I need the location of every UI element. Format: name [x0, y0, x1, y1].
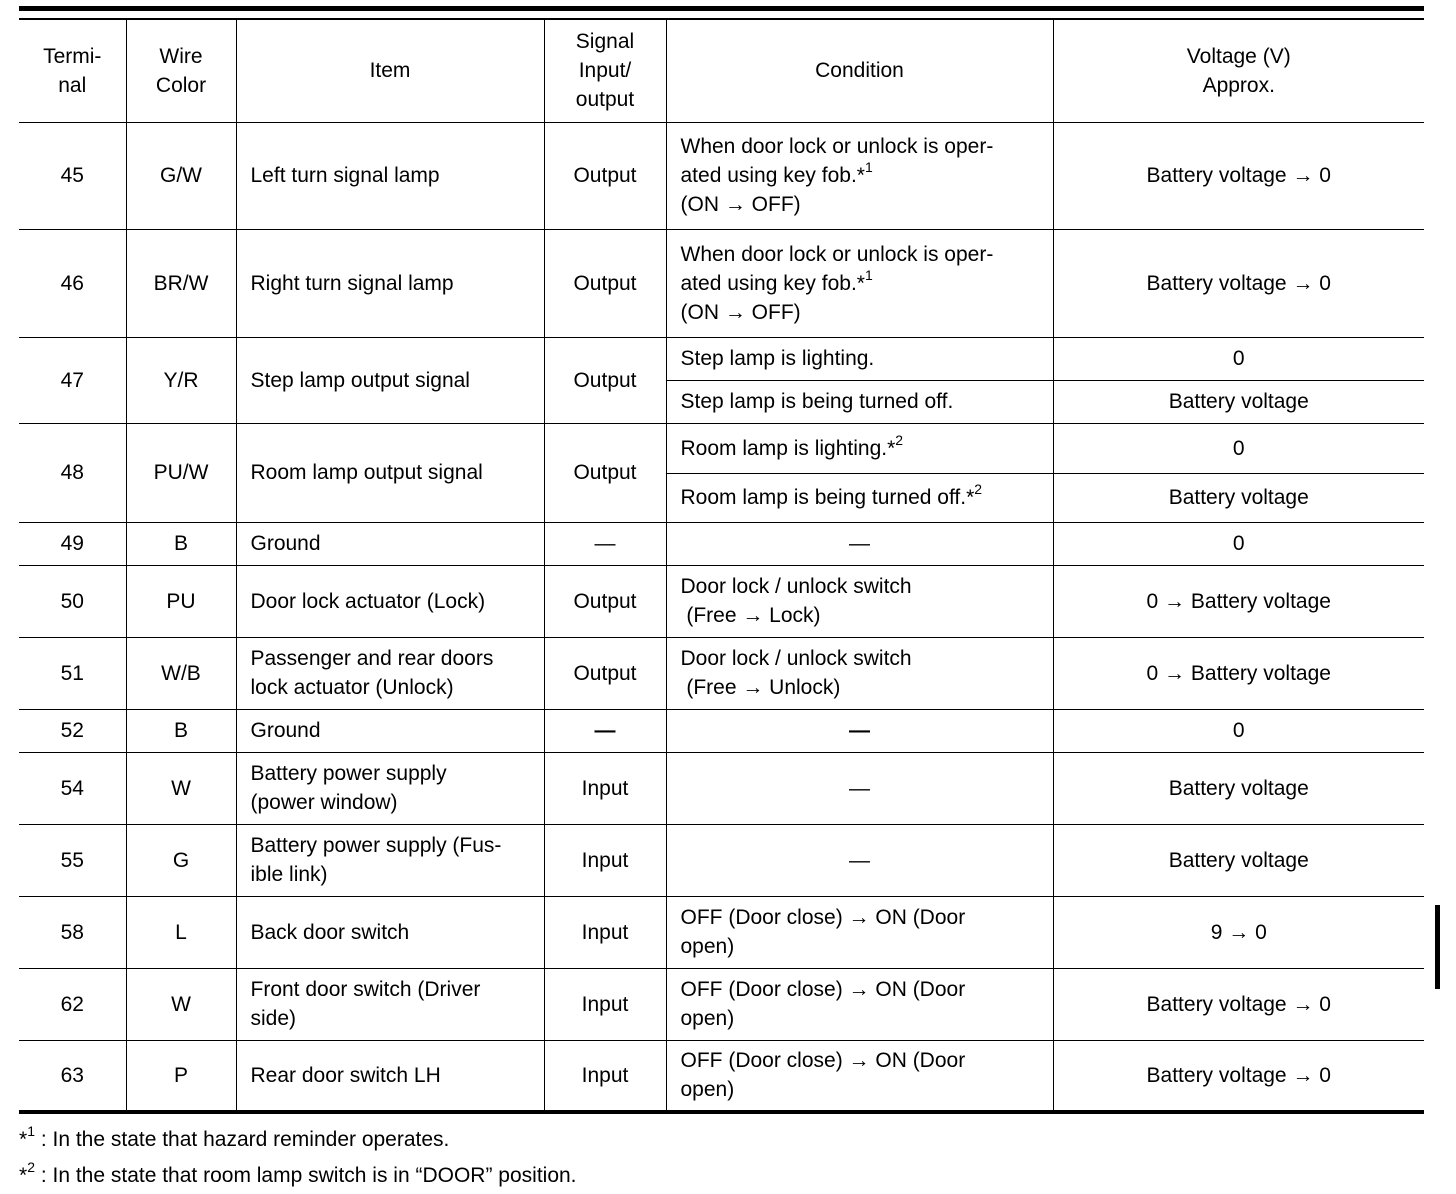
- terminal-cell: 63: [19, 1040, 126, 1112]
- terminal-cell: 45: [19, 122, 126, 229]
- table-row: [19, 709, 1424, 752]
- wire-color-cell: G/W: [126, 122, 236, 229]
- table-row: [19, 423, 1424, 473]
- voltage-cell: 0: [1053, 337, 1424, 380]
- condition-line: Door lock / unlock switch: [680, 647, 912, 670]
- item-line: Battery power supply: [250, 762, 447, 785]
- table-row: [19, 637, 1424, 709]
- condition-line: (ON → OFF): [680, 300, 801, 324]
- signal-cell: Output: [544, 423, 666, 522]
- header-terminal: Termi- nal: [19, 19, 126, 122]
- condition-cell: [666, 1040, 1053, 1112]
- header-condition: Condition: [666, 19, 1053, 122]
- table-row: [19, 122, 1424, 229]
- item-cell: Right turn signal lamp: [236, 229, 544, 337]
- condition-line: open): [680, 935, 735, 958]
- terminal-cell: 62: [19, 968, 126, 1040]
- signal-cell: Input: [544, 824, 666, 896]
- voltage-cell: 0 → Battery voltage: [1053, 565, 1424, 637]
- condition-line: When door lock or unlock is oper-: [680, 135, 994, 158]
- condition-cell: [666, 229, 1053, 337]
- table-row: [19, 1040, 1424, 1112]
- table-row: [19, 752, 1424, 824]
- voltage-cell: Battery voltage → 0: [1053, 968, 1424, 1040]
- item-cell: [236, 824, 544, 896]
- item-cell: Step lamp output signal: [236, 337, 544, 423]
- item-cell: Room lamp output signal: [236, 423, 544, 522]
- condition-line: (ON → OFF): [680, 193, 801, 216]
- table-row: [19, 968, 1424, 1040]
- header-wire-color: Wire Color: [126, 19, 236, 122]
- voltage-cell: 0: [1053, 423, 1424, 473]
- wire-color-cell: B: [126, 522, 236, 565]
- condition-line: ated using key fob.*$^1$: [680, 266, 873, 295]
- condition-cell: [666, 896, 1053, 968]
- wire-color-cell: L: [126, 896, 236, 968]
- signal-cell: —: [544, 522, 666, 565]
- signal-cell: Output: [544, 229, 666, 337]
- item-cell: Back door switch: [236, 896, 544, 968]
- wire-color-cell: W/B: [126, 637, 236, 709]
- terminal-cell: 55: [19, 824, 126, 896]
- item-line: Front door switch (Driver: [250, 978, 481, 1001]
- voltage-cell: Battery voltage: [1053, 380, 1424, 423]
- voltage-cell: Battery voltage → 0: [1053, 122, 1424, 229]
- footnote-2: *$^2$ : In the state that room lamp switch is in “DOOR” position.: [19, 1159, 577, 1187]
- table-row: [19, 337, 1424, 380]
- voltage-cell: Battery voltage: [1053, 824, 1424, 896]
- condition-line: When door lock or unlock is oper-: [680, 242, 994, 266]
- top-rule: [19, 6, 1424, 11]
- item-cell: Ground: [236, 709, 544, 752]
- page-edge-marker: [1435, 905, 1440, 989]
- wire-color-cell: B: [126, 709, 236, 752]
- voltage-cell: Battery voltage: [1053, 752, 1424, 824]
- signal-cell: Output: [544, 122, 666, 229]
- condition-cell: [666, 565, 1053, 637]
- condition-line: (Free → Unlock): [680, 676, 841, 699]
- wire-color-cell: P: [126, 1040, 236, 1112]
- terminal-cell: 48: [19, 423, 126, 522]
- wire-color-cell: W: [126, 752, 236, 824]
- item-line: (power window): [250, 791, 398, 814]
- wire-color-cell: PU/W: [126, 423, 236, 522]
- condition-line: OFF (Door close) → ON (Door: [680, 978, 966, 1001]
- terminal-cell: 49: [19, 522, 126, 565]
- condition-cell: Room lamp is being turned off.*$^2$: [666, 473, 1053, 522]
- item-cell: [236, 752, 544, 824]
- footnote-ref: 1: [864, 266, 873, 283]
- item-cell: Rear door switch LH: [236, 1040, 544, 1112]
- signal-cell: Input: [544, 896, 666, 968]
- signal-cell: Input: [544, 752, 666, 824]
- header-voltage: Voltage (V) Approx.: [1053, 19, 1424, 122]
- item-cell: Door lock actuator (Lock): [236, 565, 544, 637]
- header-item: Item: [236, 19, 544, 122]
- table-row: [19, 522, 1424, 565]
- signal-cell: Output: [544, 565, 666, 637]
- terminal-cell: 58: [19, 896, 126, 968]
- condition-cell: Room lamp is lighting.*$^2$: [666, 423, 1053, 473]
- wire-color-cell: BR/W: [126, 229, 236, 337]
- item-cell: Ground: [236, 522, 544, 565]
- condition-cell: [666, 968, 1053, 1040]
- footnotes: [19, 1122, 577, 1194]
- item-line: ible link): [250, 863, 328, 886]
- item-line: side): [250, 1007, 297, 1030]
- signal-cell: Input: [544, 1040, 666, 1112]
- voltage-cell: Battery voltage → 0: [1053, 1040, 1424, 1112]
- condition-line: ated using key fob.*$^1$: [680, 159, 873, 187]
- table-row: [19, 229, 1424, 337]
- signal-cell: Input: [544, 968, 666, 1040]
- condition-cell: [666, 637, 1053, 709]
- condition-line: OFF (Door close) → ON (Door: [680, 906, 966, 929]
- voltage-cell: 0: [1053, 709, 1424, 752]
- footnote-ref: 1: [864, 159, 873, 175]
- table-row: [19, 565, 1424, 637]
- condition-cell: —: [666, 824, 1053, 896]
- footnote-1: *$^1$ : In the state that hazard reminder operates.: [19, 1123, 450, 1151]
- signal-cell: Output: [544, 637, 666, 709]
- condition-cell: —: [666, 522, 1053, 565]
- footnote-ref: 2: [974, 481, 983, 497]
- terminal-spec-table: [19, 18, 1424, 1114]
- terminal-cell: 50: [19, 565, 126, 637]
- table-row: [19, 824, 1424, 896]
- condition-line: open): [680, 1078, 735, 1102]
- item-line: Passenger and rear doors: [250, 647, 494, 670]
- item-cell: [236, 968, 544, 1040]
- condition-cell: Step lamp is lighting.: [666, 337, 1053, 380]
- wire-color-cell: Y/R: [126, 337, 236, 423]
- signal-cell: —: [544, 709, 666, 752]
- wire-color-cell: G: [126, 824, 236, 896]
- terminal-cell: 46: [19, 229, 126, 337]
- voltage-cell: 9 → 0: [1053, 896, 1424, 968]
- condition-line: Door lock / unlock switch: [680, 575, 912, 598]
- voltage-cell: 0 → Battery voltage: [1053, 637, 1424, 709]
- item-cell: Left turn signal lamp: [236, 122, 544, 229]
- terminal-cell: 47: [19, 337, 126, 423]
- condition-cell: —: [666, 709, 1053, 752]
- item-line: lock actuator (Unlock): [250, 676, 454, 699]
- item-line: Battery power supply (Fus-: [250, 834, 502, 857]
- item-cell: [236, 637, 544, 709]
- header-signal: Signal Input/ output: [544, 19, 666, 122]
- terminal-cell: 52: [19, 709, 126, 752]
- table-header-row: [19, 19, 1424, 122]
- condition-cell: [666, 122, 1053, 229]
- condition-line: OFF (Door close) → ON (Door: [680, 1049, 966, 1073]
- table-row: [19, 896, 1424, 968]
- condition-line: open): [680, 1007, 735, 1030]
- condition-cell: Step lamp is being turned off.: [666, 380, 1053, 423]
- terminal-cell: 51: [19, 637, 126, 709]
- voltage-cell: 0: [1053, 522, 1424, 565]
- signal-cell: Output: [544, 337, 666, 423]
- wire-color-cell: PU: [126, 565, 236, 637]
- wire-color-cell: W: [126, 968, 236, 1040]
- condition-line: (Free → Lock): [680, 604, 821, 627]
- voltage-cell: Battery voltage → 0: [1053, 229, 1424, 337]
- footnote-ref: 2: [895, 431, 904, 448]
- condition-cell: —: [666, 752, 1053, 824]
- voltage-cell: Battery voltage: [1053, 473, 1424, 522]
- terminal-cell: 54: [19, 752, 126, 824]
